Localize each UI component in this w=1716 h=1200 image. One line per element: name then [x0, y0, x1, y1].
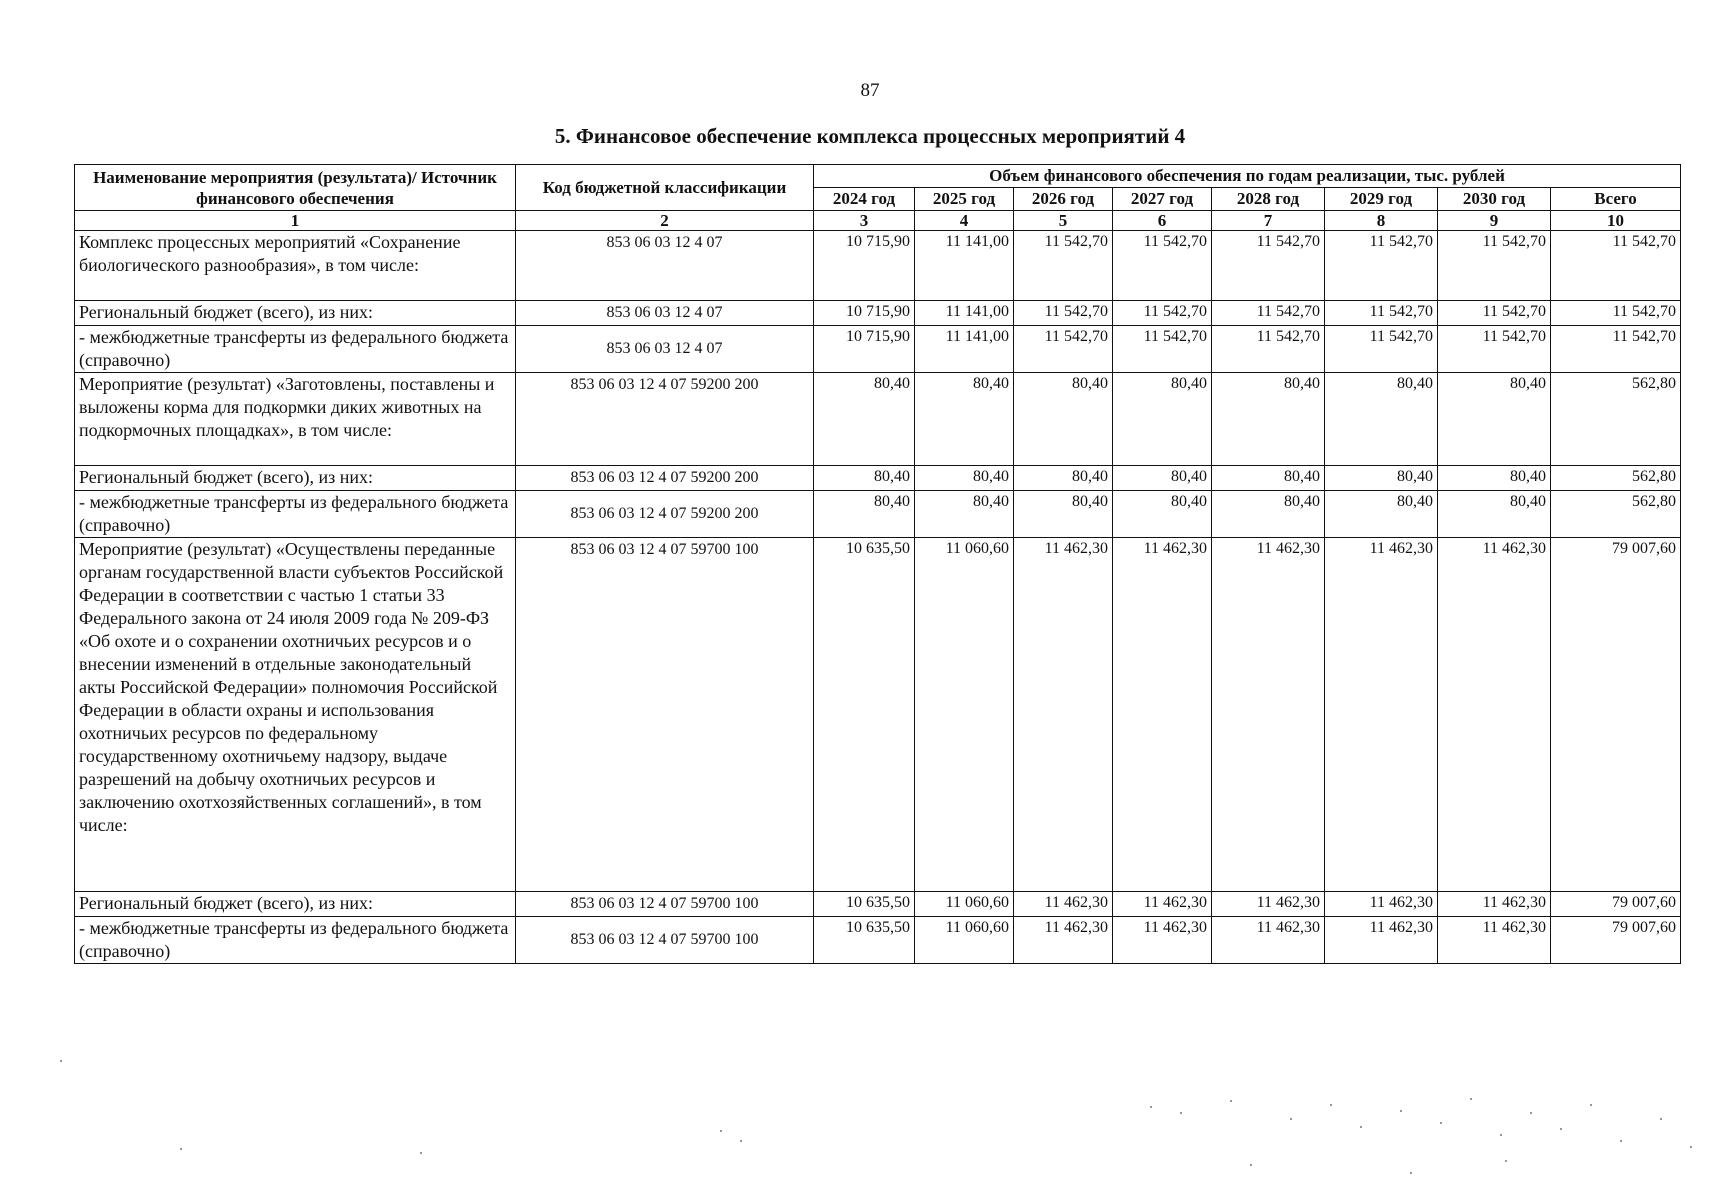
row-name-cell: Комплекс процессных мероприятий «Сохранение биологического разнообразия», в том числе:	[75, 231, 516, 301]
row-value-cell: 10 715,90	[814, 301, 915, 326]
row-value-cell: 80,40	[1113, 466, 1212, 491]
table-row	[75, 326, 1681, 373]
header-total: Всего	[1551, 188, 1681, 211]
row-total-cell: 11 542,70	[1551, 326, 1681, 373]
row-value-cell: 11 542,70	[1438, 301, 1551, 326]
header-year: 2025 год	[915, 188, 1014, 211]
column-number: 4	[915, 211, 1014, 231]
row-value-cell: 80,40	[1438, 466, 1551, 491]
row-name-cell: Региональный бюджет (всего), из них:	[75, 301, 516, 326]
row-value-cell: 11 542,70	[1325, 231, 1438, 301]
row-value-cell: 11 542,70	[1014, 326, 1113, 373]
row-value-cell: 11 462,30	[1212, 917, 1325, 964]
row-value-cell: 80,40	[1212, 373, 1325, 466]
column-number: 1	[75, 211, 516, 231]
row-value-cell: 11 462,30	[1212, 538, 1325, 892]
row-code-cell: 853 06 03 12 4 07 59700 100	[516, 917, 814, 964]
row-value-cell: 11 060,60	[915, 538, 1014, 892]
table-row	[75, 373, 1681, 466]
row-name-cell: Мероприятие (результат) «Осуществлены переданные органам государственной власти субъектов Российской Федерации в соответствии с частью 1 статьи 33 Федерального закона от 24 июля 2009 года № 209-ФЗ «Об охоте и о сохранении охотничьих ресурсов и о внесении изменений в отдельные законодательный акты Российской Федерации» полномочия Российской Федерации в области охраны и использования охотничьих ресурсов по федеральному государственному охотничьему надзору, выдаче разрешений на добычу охотничьих ресурсов и заключению охотхозяйственных соглашений», в том числе:	[75, 538, 516, 892]
row-value-cell: 80,40	[1438, 491, 1551, 538]
column-number: 8	[1325, 211, 1438, 231]
row-value-cell: 80,40	[1212, 491, 1325, 538]
row-value-cell: 11 542,70	[1113, 231, 1212, 301]
row-value-cell: 80,40	[1014, 466, 1113, 491]
row-value-cell: 11 462,30	[1438, 538, 1551, 892]
header-year: 2024 год	[814, 188, 915, 211]
header-name-column: Наименование мероприятия (результата)/ Источник финансового обеспечения	[75, 165, 516, 211]
row-total-cell: 11 542,70	[1551, 231, 1681, 301]
header-year: 2028 год	[1212, 188, 1325, 211]
row-value-cell: 11 462,30	[1212, 892, 1325, 917]
row-value-cell: 80,40	[1325, 491, 1438, 538]
row-name-cell: - межбюджетные трансферты из федерального бюджета (справочно)	[75, 491, 516, 538]
row-value-cell: 80,40	[915, 491, 1014, 538]
page-number: 87	[860, 80, 880, 101]
row-value-cell: 10 715,90	[814, 326, 915, 373]
row-value-cell: 11 542,70	[1014, 301, 1113, 326]
row-value-cell: 11 542,70	[1438, 326, 1551, 373]
row-code-cell: 853 06 03 12 4 07	[516, 301, 814, 326]
row-value-cell: 80,40	[915, 373, 1014, 466]
row-value-cell: 10 715,90	[814, 231, 915, 301]
row-code-cell: 853 06 03 12 4 07 59200 200	[516, 373, 814, 466]
row-total-cell: 79 007,60	[1551, 892, 1681, 917]
row-value-cell: 11 462,30	[1438, 892, 1551, 917]
row-value-cell: 11 542,70	[1113, 301, 1212, 326]
header-volume-group: Объем финансового обеспечения по годам реализации, тыс. рублей	[814, 165, 1681, 188]
row-value-cell: 11 141,00	[915, 326, 1014, 373]
row-value-cell: 10 635,50	[814, 892, 915, 917]
row-name-cell: Мероприятие (результат) «Заготовлены, поставлены и выложены корма для подкормки диких животных на подкормочных площадках», в том числе:	[75, 373, 516, 466]
header-year: 2027 год	[1113, 188, 1212, 211]
column-number: 9	[1438, 211, 1551, 231]
document-title: 5. Финансовое обеспечение комплекса процессных мероприятий 4	[554, 124, 1186, 148]
row-value-cell: 11 462,30	[1325, 892, 1438, 917]
row-code-cell: 853 06 03 12 4 07 59200 200	[516, 466, 814, 491]
column-number: 5	[1014, 211, 1113, 231]
row-value-cell: 80,40	[1325, 373, 1438, 466]
row-value-cell: 11 462,30	[1113, 917, 1212, 964]
row-value-cell: 80,40	[1113, 373, 1212, 466]
row-total-cell: 79 007,60	[1551, 917, 1681, 964]
row-value-cell: 11 542,70	[1325, 301, 1438, 326]
header-row-group	[75, 165, 1681, 188]
row-value-cell: 11 542,70	[1113, 326, 1212, 373]
row-value-cell: 11 462,30	[1438, 917, 1551, 964]
row-name-cell: - межбюджетные трансферты из федерального бюджета (справочно)	[75, 326, 516, 373]
table-row	[75, 917, 1681, 964]
row-value-cell: 80,40	[1113, 491, 1212, 538]
row-value-cell: 80,40	[814, 466, 915, 491]
row-total-cell: 562,80	[1551, 373, 1681, 466]
row-value-cell: 80,40	[1212, 466, 1325, 491]
column-number: 2	[516, 211, 814, 231]
row-value-cell: 11 462,30	[1325, 538, 1438, 892]
column-number: 3	[814, 211, 915, 231]
row-value-cell: 11 542,70	[1212, 326, 1325, 373]
row-total-cell: 11 542,70	[1551, 301, 1681, 326]
row-value-cell: 80,40	[814, 373, 915, 466]
column-number: 10	[1551, 211, 1681, 231]
row-value-cell: 80,40	[1438, 373, 1551, 466]
row-value-cell: 80,40	[1014, 373, 1113, 466]
row-name-cell: - межбюджетные трансферты из федерального бюджета (справочно)	[75, 917, 516, 964]
header-code-column: Код бюджетной классификации	[516, 165, 814, 211]
table-body	[75, 231, 1681, 964]
row-total-cell: 562,80	[1551, 466, 1681, 491]
row-code-cell: 853 06 03 12 4 07	[516, 326, 814, 373]
table-row	[75, 892, 1681, 917]
table-row	[75, 301, 1681, 326]
row-value-cell: 11 542,70	[1212, 301, 1325, 326]
row-total-cell: 562,80	[1551, 491, 1681, 538]
row-value-cell: 11 462,30	[1014, 538, 1113, 892]
row-value-cell: 80,40	[915, 466, 1014, 491]
row-value-cell: 11 141,00	[915, 231, 1014, 301]
row-code-cell: 853 06 03 12 4 07 59700 100	[516, 892, 814, 917]
column-number: 7	[1212, 211, 1325, 231]
financing-table	[74, 164, 1681, 964]
row-value-cell: 11 462,30	[1113, 538, 1212, 892]
row-total-cell: 79 007,60	[1551, 538, 1681, 892]
row-value-cell: 11 462,30	[1325, 917, 1438, 964]
column-number: 6	[1113, 211, 1212, 231]
row-value-cell: 11 462,30	[1113, 892, 1212, 917]
header-year: 2029 год	[1325, 188, 1438, 211]
row-name-cell: Региональный бюджет (всего), из них:	[75, 466, 516, 491]
row-value-cell: 10 635,50	[814, 538, 915, 892]
table-row	[75, 466, 1681, 491]
row-value-cell: 80,40	[1325, 466, 1438, 491]
header-year: 2030 год	[1438, 188, 1551, 211]
row-value-cell: 11 141,00	[915, 301, 1014, 326]
header-year: 2026 год	[1014, 188, 1113, 211]
table-row	[75, 538, 1681, 892]
row-code-cell: 853 06 03 12 4 07 59700 100	[516, 538, 814, 892]
column-number-row	[75, 211, 1681, 231]
table-row	[75, 231, 1681, 301]
row-value-cell: 11 060,60	[915, 892, 1014, 917]
table-row	[75, 491, 1681, 538]
row-value-cell: 11 462,30	[1014, 892, 1113, 917]
row-value-cell: 11 060,60	[915, 917, 1014, 964]
row-value-cell: 11 542,70	[1438, 231, 1551, 301]
row-code-cell: 853 06 03 12 4 07 59200 200	[516, 491, 814, 538]
row-name-cell: Региональный бюджет (всего), из них:	[75, 892, 516, 917]
row-value-cell: 11 542,70	[1014, 231, 1113, 301]
row-value-cell: 11 542,70	[1325, 326, 1438, 373]
row-value-cell: 80,40	[1014, 491, 1113, 538]
row-value-cell: 10 635,50	[814, 917, 915, 964]
row-value-cell: 11 462,30	[1014, 917, 1113, 964]
row-code-cell: 853 06 03 12 4 07	[516, 231, 814, 301]
row-value-cell: 80,40	[814, 491, 915, 538]
row-value-cell: 11 542,70	[1212, 231, 1325, 301]
